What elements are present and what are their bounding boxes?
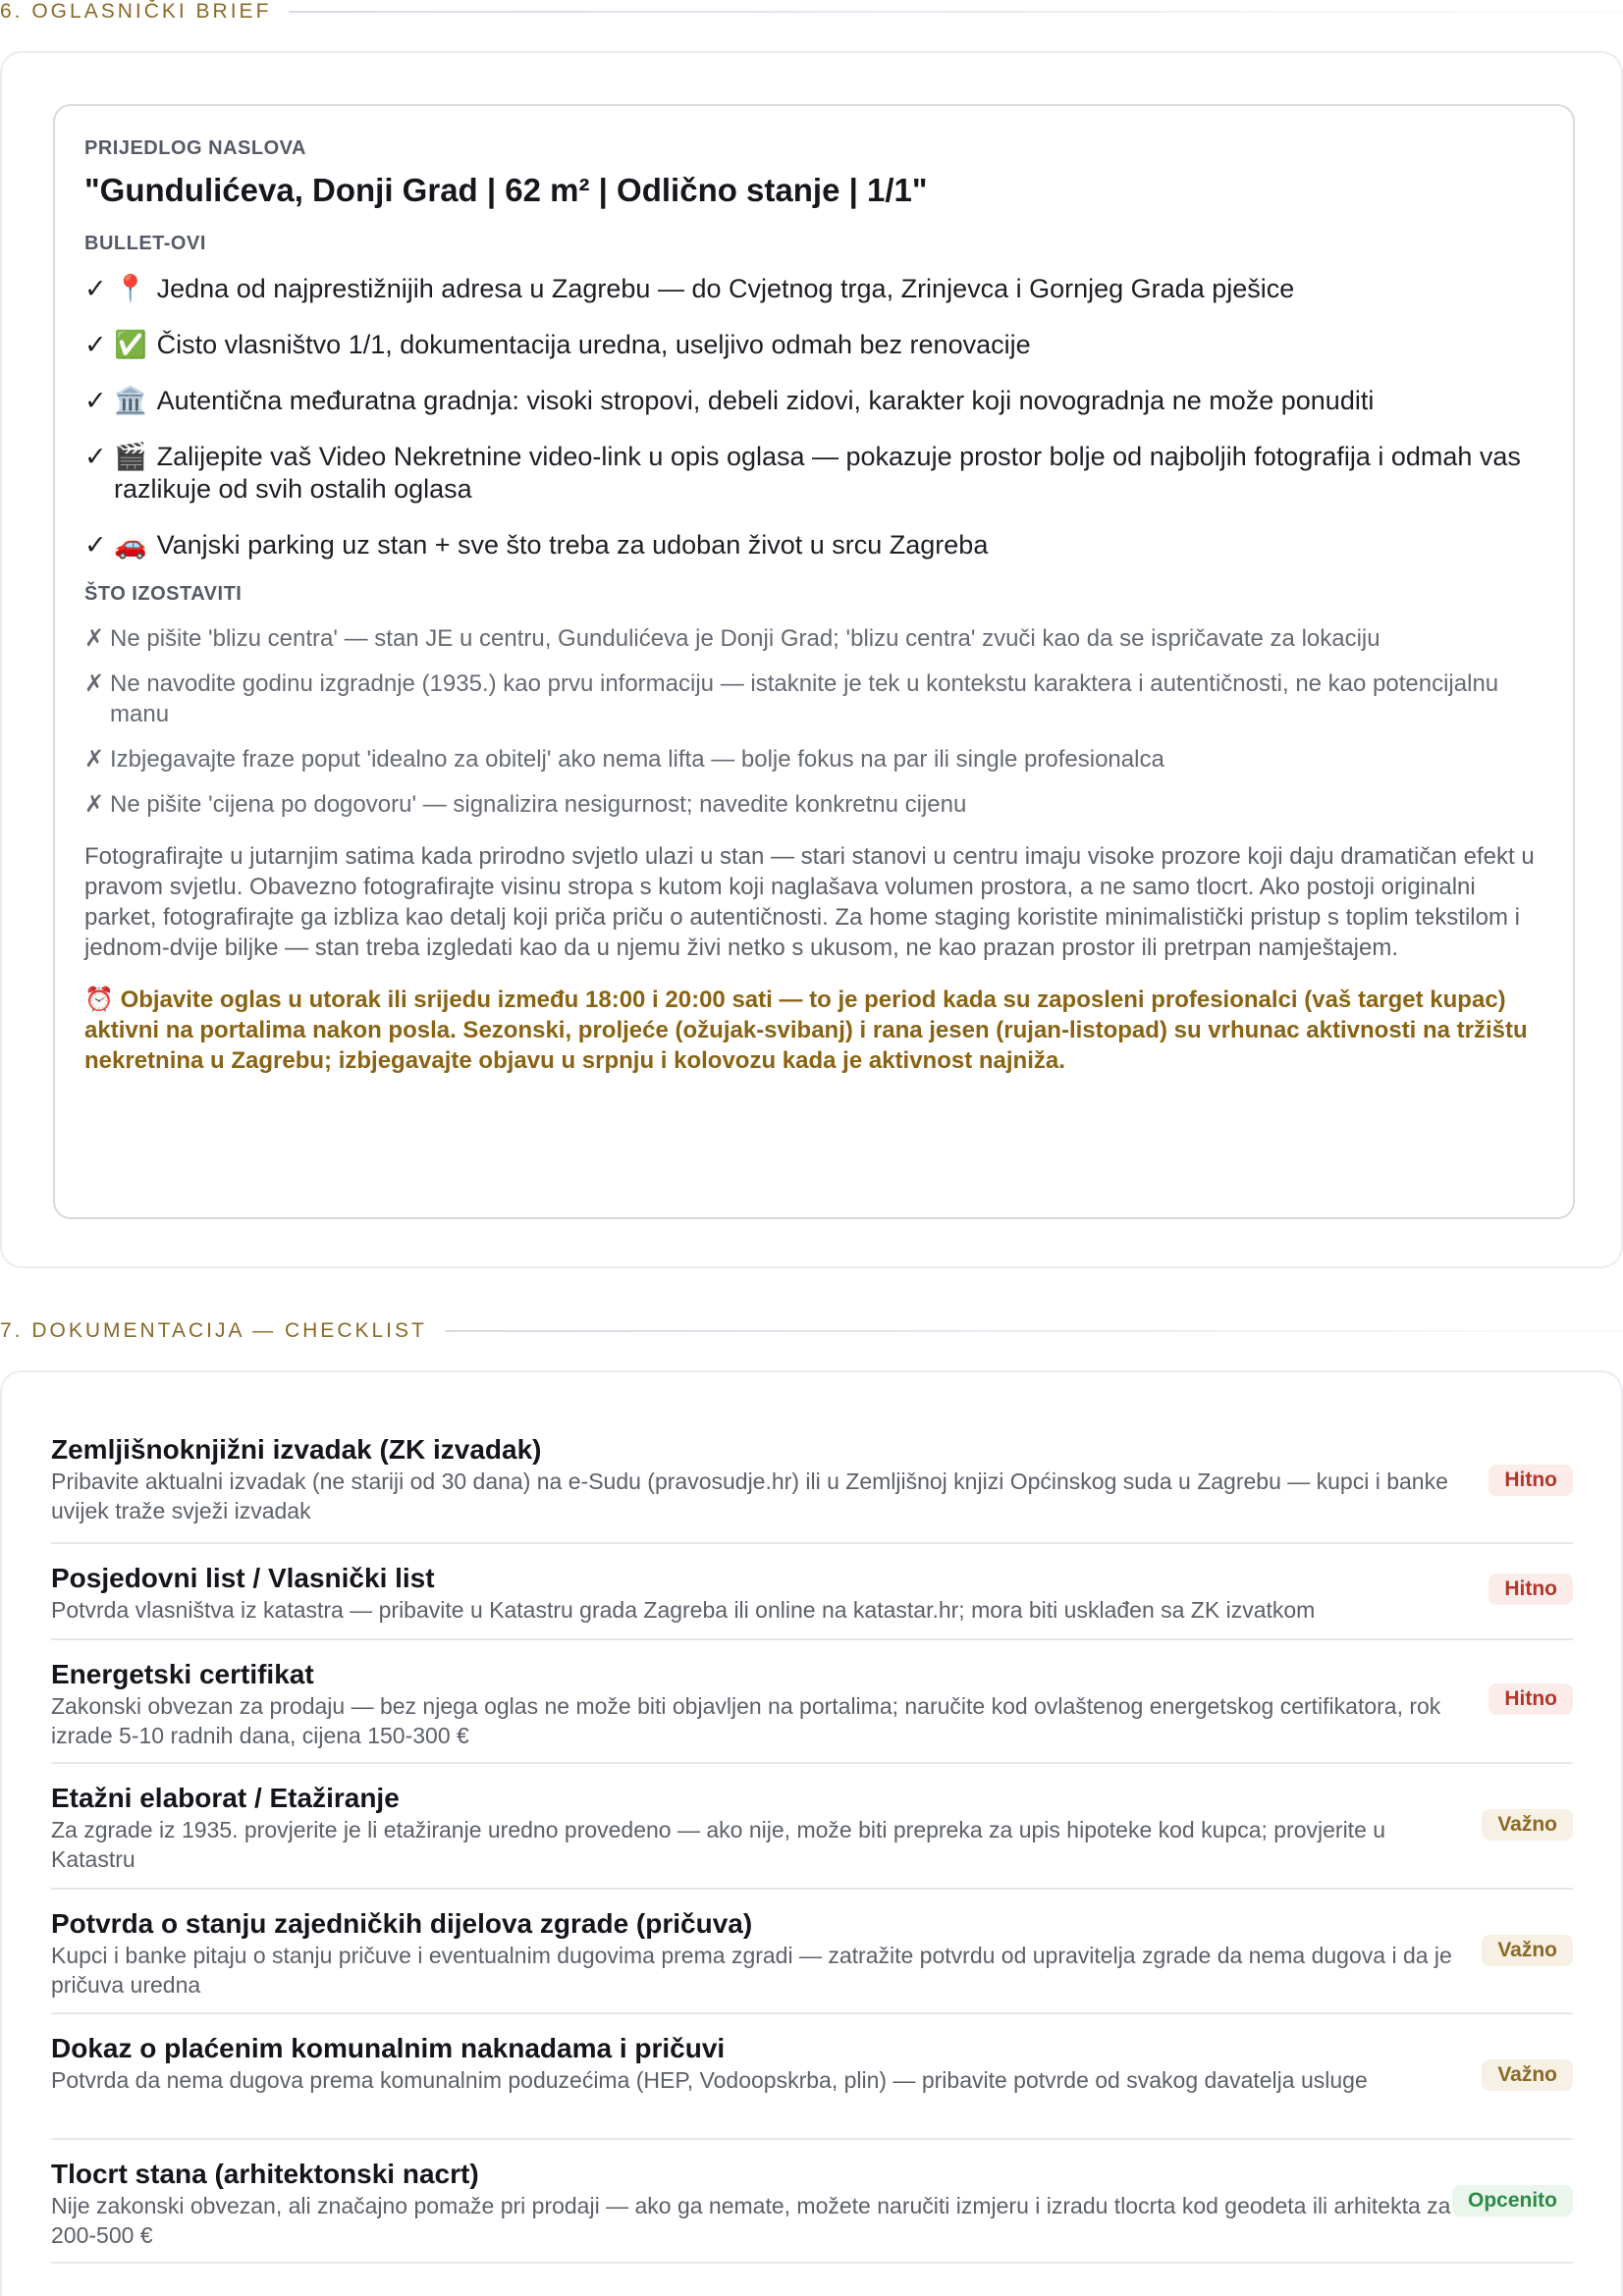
cross-icon: ✗ <box>84 625 105 652</box>
avoid-text: Ne pišite 'cijena po dogovoru' — signalizira nesigurnost; navedite konkretnu cijenu <box>110 791 967 818</box>
documentation-checklist <box>51 1433 1573 2264</box>
checklist-item <box>51 2014 1573 2140</box>
check-icon: ✓ <box>84 330 107 359</box>
avoid-item <box>84 623 1543 654</box>
checklist-item-title: Etažni elaborat / Etažiranje <box>51 1783 400 1813</box>
section-6-title: 6. OGLASNIČKI BRIEF <box>0 0 272 23</box>
checklist-item-title: Potvrda o stanju zajedničkih dijelova zgrade (pričuva) <box>51 1908 753 1939</box>
bullet-text: Čisto vlasništvo 1/1, dokumentacija uredna, useljivo odmah bez renovacije <box>156 330 1031 359</box>
checklist-item <box>51 1764 1573 1890</box>
checklist-item <box>51 2140 1573 2264</box>
check-icon: ✓ <box>84 530 107 560</box>
ad-brief-inner-card <box>53 104 1575 1219</box>
checklist-item-title: Energetski certifikat <box>51 1659 314 1689</box>
check-icon: ✓ <box>84 386 107 415</box>
priority-badge: Važno <box>1482 1935 1573 1966</box>
cross-icon: ✗ <box>84 670 105 697</box>
checklist-item-title: Posjedovni list / Vlasnički list <box>51 1563 435 1593</box>
avoid-list <box>84 623 1543 820</box>
photo-tip-paragraph: Fotografirajte u jutarnjim satima kada prirodno svjetlo ulazi u stan — stari stanovi u centru imaju visoke prozore koji daju dramatičan efekt u pravom svjetlu. Obavezno fotografirajte visinu stropa s kutom koji naglašava volumen prostora, a ne samo tlocrt. Ako postoji originalni parket, fotografirajte ga izbliza kao detalj koji priča priču o autentičnosti. Za home staging koristite minimalistički pristup s toplim tekstilom i jednom-dvije biljke — stan treba izgledati kao da u njemu živi netko s ukusom, ne kao prazan prostor ili pretrpan namještajem. <box>84 843 1535 961</box>
checklist-item-desc: Kupci i banke pitaju o stanju pričuve i eventualnim dugovima prema zgradi — zatražite potvrdu od upravitelja zgrade da nema dugova i da je pričuva uredna <box>51 1943 1452 1998</box>
priority-badge: Hitno <box>1488 1683 1573 1715</box>
bullet-item <box>84 329 1543 361</box>
bullet-item <box>84 273 1543 305</box>
bullets-label: BULLET-OVI <box>84 233 206 254</box>
avoid-text: Ne navodite godinu izgradnje (1935.) kao prvu informaciju — istaknite je tek u kontekstu karaktera i autentičnosti, ne kao potencijalnu manu <box>110 670 1499 727</box>
checklist-item-desc: Potvrda vlasništva iz katastra — pribavite u Katastru grada Zagreba ili online na katastar.hr; mora biti usklađen sa ZK izvatkom <box>51 1597 1316 1623</box>
avoid-item <box>84 744 1543 774</box>
checklist-item-desc: Potvrda da nema dugova prema komunalnim poduzećima (HEP, Vodoopskrba, plin) — pribavite potvrde od svakog davatelja usluge <box>51 2067 1368 2093</box>
bullet-text: Autentična međuratna gradnja: visoki stropovi, debeli zidovi, karakter koji novogradnja ne može ponuditi <box>156 386 1375 415</box>
checklist-item <box>51 1433 1573 1544</box>
section-7-title: 7. DOKUMENTACIJA — CHECKLIST <box>0 1319 427 1342</box>
checklist-item-title: Tlocrt stana (arhitektonski nacrt) <box>51 2159 479 2189</box>
section-6-rule <box>289 11 1623 13</box>
cross-icon: ✗ <box>84 746 105 773</box>
priority-badge: Važno <box>1482 2059 1573 2091</box>
bullet-text: Zalijepite vaš Video Nekretnine video-link u opis oglasa — pokazuje prostor bolje od najboljih fotografija i odmah vas razlikuje od svih ostalih oglasa <box>114 442 1521 504</box>
pin-icon: 📍 <box>114 274 147 303</box>
timing-tip <box>84 985 1543 1076</box>
cross-icon: ✗ <box>84 791 105 818</box>
checklist-item-desc: Za zgrade iz 1935. provjerite je li etažiranje uredno provedeno — ako nije, može biti prepreka za upis hipoteke kod kupca; provjerite u Katastru <box>51 1817 1386 1872</box>
bullet-item <box>84 385 1543 417</box>
avoid-label: ŠTO IZOSTAVITI <box>84 583 243 605</box>
car-icon: 🚗 <box>114 530 147 560</box>
priority-badge: Hitno <box>1488 1574 1573 1605</box>
check-box-icon: ✅ <box>114 330 147 359</box>
priority-badge: Hitno <box>1488 1465 1573 1496</box>
alarm-clock-icon: ⏰ <box>84 987 114 1013</box>
checklist-item <box>51 1640 1573 1764</box>
checklist-item-desc: Nije zakonski obvezan, ali značajno pomaže pri prodaji — ako ga nemate, možete naručiti izmjeru i izradu tlocrta kod geodeta ili arhitekta za 200-500 € <box>51 2193 1451 2248</box>
checklist-item-desc: Pribavite aktualni izvadak (ne stariji od 30 dana) na e-Sudu (pravosudje.hr) ili u Zemljišnoj knjizi Općinskog suda u Zagrebu — kupci i banke uvijek traže svježi izvadak <box>51 1468 1448 1523</box>
priority-badge: Opcenito <box>1452 2185 1573 2216</box>
bullet-text: Vanjski parking uz stan + sve što treba za udoban život u srcu Zagreba <box>156 530 989 560</box>
check-icon: ✓ <box>84 274 107 303</box>
headline-suggestion: "Gundulićeva, Donji Grad | 62 m² | Odlično stanje | 1/1" <box>84 172 928 208</box>
checklist-item-desc: Zakonski obvezan za prodaju — bez njega oglas ne može biti objavljen na portalima; naručite kod ovlaštenog energetskog certifikatora, rok izrade 5-10 radnih dana, cijena 150-300 € <box>51 1693 1441 1748</box>
headline-label: PRIJEDLOG NASLOVA <box>84 137 306 159</box>
priority-badge: Važno <box>1482 1809 1573 1841</box>
avoid-text: Ne pišite 'blizu centra' — stan JE u centru, Gundulićeva je Donji Grad; 'blizu centra' zvuči kao da se ispričavate za lokaciju <box>110 625 1380 652</box>
section-7-header <box>0 1319 1623 1343</box>
checklist-item <box>51 1544 1573 1640</box>
section-7-rule <box>445 1330 1623 1332</box>
avoid-item <box>84 789 1543 820</box>
checklist-item-title: Dokaz o plaćenim komunalnim naknadama i pričuvi <box>51 2033 726 2063</box>
clapperboard-icon: 🎬 <box>114 442 147 471</box>
bullets-list <box>84 273 1543 561</box>
section-6-header <box>0 0 1623 24</box>
avoid-item <box>84 668 1543 729</box>
bullet-item <box>84 529 1543 561</box>
building-icon: 🏛️ <box>114 386 147 415</box>
bullet-text: Jedna od najprestižnijih adresa u Zagrebu — do Cvjetnog trga, Zrinjevca i Gornjeg Grada pješice <box>156 274 1295 303</box>
timing-text: Objavite oglas u utorak ili srijedu između 18:00 i 20:00 sati — to je period kada su zaposleni profesionalci (vaš target kupac) aktivni na portalima nakon posla. Sezonski, proljeće (ožujak-svibanj) i rana jesen (rujan-listopad) su vrhunac aktivnosti na tržištu nekretnina u Zagrebu; izbjegavajte objavu u srpnju i kolovozu kada je aktivnost najniža. <box>84 987 1528 1074</box>
check-icon: ✓ <box>84 442 107 471</box>
checklist-item <box>51 1890 1573 2014</box>
avoid-text: Izbjegavajte fraze poput 'idealno za obitelj' ako nema lifta — bolje fokus na par ili single profesionalca <box>110 746 1164 773</box>
bullet-item <box>84 441 1543 506</box>
checklist-item-title: Zemljišnoknjižni izvadak (ZK izvadak) <box>51 1434 542 1465</box>
ad-brief-card <box>0 51 1623 1268</box>
